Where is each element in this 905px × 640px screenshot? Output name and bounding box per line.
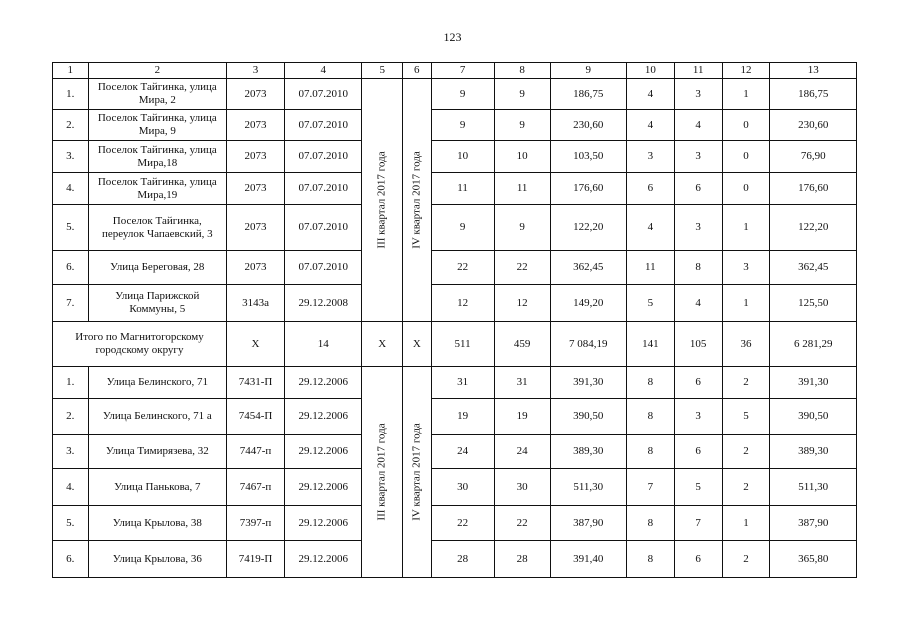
document-number-cell: 2073 — [227, 251, 285, 285]
document-number-cell: 7431-П — [227, 367, 285, 399]
value-cell: 5 — [626, 285, 674, 322]
address-cell: Поселок Тайгинка, улица Мира, 9 — [88, 110, 226, 141]
address-cell: Поселок Тайгинка, улица Мира,19 — [88, 173, 226, 205]
value-cell: 3 — [674, 141, 722, 173]
value-cell: 176,60 — [770, 173, 857, 205]
total-label: Итого по Магнитогорскому городскому округу — [53, 322, 227, 367]
row-number: 6. — [53, 541, 89, 578]
value-cell: 125,50 — [770, 285, 857, 322]
column-number: 5 — [362, 63, 403, 79]
table-row — [53, 79, 857, 110]
document-date-cell: 29.12.2006 — [285, 541, 362, 578]
value-cell: 10 — [431, 141, 494, 173]
value-cell: 12 — [431, 285, 494, 322]
address-cell: Улица Белинского, 71 а — [88, 399, 226, 435]
value-cell: 391,30 — [550, 367, 626, 399]
value-cell: 391,30 — [770, 367, 857, 399]
value-cell: 9 — [494, 79, 550, 110]
value-cell: 389,30 — [550, 435, 626, 469]
row-number: 7. — [53, 285, 89, 322]
total-cell: Х — [403, 322, 431, 367]
value-cell: 22 — [494, 251, 550, 285]
column-number: 10 — [626, 63, 674, 79]
row-number: 4. — [53, 173, 89, 205]
value-cell: 3 — [626, 141, 674, 173]
document-date-cell: 07.07.2010 — [285, 110, 362, 141]
value-cell: 6 — [674, 541, 722, 578]
document-number-cell: 3143а — [227, 285, 285, 322]
address-cell: Улица Тимирязева, 32 — [88, 435, 226, 469]
document-number-cell: 7419-П — [227, 541, 285, 578]
value-cell: 230,60 — [550, 110, 626, 141]
document-date-cell: 07.07.2010 — [285, 251, 362, 285]
value-cell: 8 — [626, 435, 674, 469]
address-cell: Улица Белинского, 71 — [88, 367, 226, 399]
address-cell: Улица Береговая, 28 — [88, 251, 226, 285]
document-number-cell: 7454-П — [227, 399, 285, 435]
row-number: 6. — [53, 251, 89, 285]
value-cell: 4 — [626, 205, 674, 251]
document-date-cell: 07.07.2010 — [285, 141, 362, 173]
column-number: 11 — [674, 63, 722, 79]
address-cell: Улица Парижской Коммуны, 5 — [88, 285, 226, 322]
table-row — [53, 205, 857, 251]
value-cell: 0 — [722, 173, 770, 205]
column-number: 4 — [285, 63, 362, 79]
quarter-start-text: III квартал 2017 года — [375, 423, 388, 521]
value-cell: 3 — [674, 399, 722, 435]
value-cell: 28 — [494, 541, 550, 578]
column-number-row — [53, 63, 857, 79]
row-number: 3. — [53, 141, 89, 173]
document-date-cell: 07.07.2010 — [285, 173, 362, 205]
value-cell: 3 — [674, 79, 722, 110]
total-cell: 141 — [626, 322, 674, 367]
document-date-cell: 29.12.2006 — [285, 469, 362, 506]
table-row — [53, 541, 857, 578]
total-cell: 36 — [722, 322, 770, 367]
column-number: 12 — [722, 63, 770, 79]
value-cell: 122,20 — [550, 205, 626, 251]
value-cell: 9 — [431, 79, 494, 110]
value-cell: 30 — [431, 469, 494, 506]
document-date-cell: 29.12.2006 — [285, 435, 362, 469]
row-number: 5. — [53, 205, 89, 251]
total-cell: 105 — [674, 322, 722, 367]
value-cell: 11 — [626, 251, 674, 285]
value-cell: 1 — [722, 79, 770, 110]
value-cell: 11 — [494, 173, 550, 205]
page-number: 123 — [443, 30, 462, 44]
value-cell: 186,75 — [550, 79, 626, 110]
value-cell: 387,90 — [770, 506, 857, 541]
address-cell: Улица Крылова, 36 — [88, 541, 226, 578]
value-cell: 2 — [722, 435, 770, 469]
value-cell: 22 — [431, 506, 494, 541]
document-date-cell: 07.07.2010 — [285, 205, 362, 251]
value-cell: 11 — [431, 173, 494, 205]
column-number: 3 — [227, 63, 285, 79]
document-number-cell: 2073 — [227, 141, 285, 173]
value-cell: 362,45 — [550, 251, 626, 285]
document-number-cell: 7467-п — [227, 469, 285, 506]
total-row — [53, 322, 857, 367]
value-cell: 22 — [431, 251, 494, 285]
value-cell: 30 — [494, 469, 550, 506]
value-cell: 8 — [626, 506, 674, 541]
value-cell: 0 — [722, 141, 770, 173]
value-cell: 6 — [674, 367, 722, 399]
total-cell: 511 — [431, 322, 494, 367]
table-row — [53, 173, 857, 205]
total-cell: 6 281,29 — [770, 322, 857, 367]
value-cell: 31 — [431, 367, 494, 399]
value-cell: 19 — [431, 399, 494, 435]
value-cell: 12 — [494, 285, 550, 322]
value-cell: 31 — [494, 367, 550, 399]
value-cell: 4 — [626, 110, 674, 141]
housing-register-table — [52, 62, 857, 578]
table-row — [53, 251, 857, 285]
value-cell: 7 — [626, 469, 674, 506]
value-cell: 24 — [431, 435, 494, 469]
value-cell: 9 — [494, 110, 550, 141]
row-number: 3. — [53, 435, 89, 469]
quarter-end-text: IV квартал 2017 года — [410, 423, 423, 521]
row-number: 5. — [53, 506, 89, 541]
value-cell: 149,20 — [550, 285, 626, 322]
value-cell: 391,40 — [550, 541, 626, 578]
value-cell: 28 — [431, 541, 494, 578]
value-cell: 4 — [626, 79, 674, 110]
document-number-cell: 2073 — [227, 110, 285, 141]
value-cell: 4 — [674, 110, 722, 141]
value-cell: 511,30 — [550, 469, 626, 506]
value-cell: 103,50 — [550, 141, 626, 173]
document-number-cell: 2073 — [227, 205, 285, 251]
table-row — [53, 285, 857, 322]
document-number-cell: 2073 — [227, 79, 285, 110]
quarter-start-cell — [362, 367, 403, 578]
column-number: 8 — [494, 63, 550, 79]
column-number: 9 — [550, 63, 626, 79]
value-cell: 10 — [494, 141, 550, 173]
table-row — [53, 399, 857, 435]
value-cell: 365,80 — [770, 541, 857, 578]
value-cell: 362,45 — [770, 251, 857, 285]
table-row — [53, 435, 857, 469]
value-cell: 1 — [722, 506, 770, 541]
value-cell: 4 — [674, 285, 722, 322]
value-cell: 24 — [494, 435, 550, 469]
column-number: 6 — [403, 63, 431, 79]
value-cell: 390,50 — [770, 399, 857, 435]
value-cell: 6 — [626, 173, 674, 205]
row-number: 1. — [53, 367, 89, 399]
value-cell: 230,60 — [770, 110, 857, 141]
quarter-start-text: III квартал 2017 года — [375, 151, 388, 249]
total-cell: Х — [362, 322, 403, 367]
value-cell: 7 — [674, 506, 722, 541]
table-row — [53, 367, 857, 399]
value-cell: 8 — [626, 541, 674, 578]
value-cell: 3 — [722, 251, 770, 285]
value-cell: 122,20 — [770, 205, 857, 251]
value-cell: 3 — [674, 205, 722, 251]
column-number: 1 — [53, 63, 89, 79]
document-date-cell: 29.12.2006 — [285, 399, 362, 435]
quarter-end-cell — [403, 367, 431, 578]
value-cell: 0 — [722, 110, 770, 141]
value-cell: 9 — [431, 205, 494, 251]
row-number: 2. — [53, 110, 89, 141]
column-number: 7 — [431, 63, 494, 79]
value-cell: 390,50 — [550, 399, 626, 435]
address-cell: Улица Панькова, 7 — [88, 469, 226, 506]
address-cell: Поселок Тайгинка, улица Мира, 2 — [88, 79, 226, 110]
value-cell: 9 — [431, 110, 494, 141]
table-row — [53, 110, 857, 141]
total-cell: 14 — [285, 322, 362, 367]
row-number: 4. — [53, 469, 89, 506]
value-cell: 19 — [494, 399, 550, 435]
value-cell: 76,90 — [770, 141, 857, 173]
row-number: 2. — [53, 399, 89, 435]
value-cell: 8 — [674, 251, 722, 285]
value-cell: 6 — [674, 173, 722, 205]
value-cell: 22 — [494, 506, 550, 541]
column-number: 13 — [770, 63, 857, 79]
value-cell: 511,30 — [770, 469, 857, 506]
value-cell: 387,90 — [550, 506, 626, 541]
address-cell: Поселок Тайгинка, улица Мира,18 — [88, 141, 226, 173]
column-number: 2 — [88, 63, 226, 79]
value-cell: 1 — [722, 205, 770, 251]
value-cell: 8 — [626, 367, 674, 399]
table-row — [53, 141, 857, 173]
document-date-cell: 29.12.2006 — [285, 506, 362, 541]
document-date-cell: 29.12.2008 — [285, 285, 362, 322]
value-cell: 5 — [674, 469, 722, 506]
value-cell: 176,60 — [550, 173, 626, 205]
value-cell: 389,30 — [770, 435, 857, 469]
value-cell: 9 — [494, 205, 550, 251]
total-cell: 7 084,19 — [550, 322, 626, 367]
value-cell: 186,75 — [770, 79, 857, 110]
quarter-end-text: IV квартал 2017 года — [410, 151, 423, 249]
value-cell: 5 — [722, 399, 770, 435]
document-number-cell: 2073 — [227, 173, 285, 205]
address-cell: Улица Крылова, 38 — [88, 506, 226, 541]
total-cell: Х — [227, 322, 285, 367]
value-cell: 2 — [722, 367, 770, 399]
quarter-end-cell — [403, 79, 431, 322]
document-number-cell: 7397-п — [227, 506, 285, 541]
document-number-cell: 7447-п — [227, 435, 285, 469]
document-date-cell: 29.12.2006 — [285, 367, 362, 399]
table-row — [53, 469, 857, 506]
row-number: 1. — [53, 79, 89, 110]
document-date-cell: 07.07.2010 — [285, 79, 362, 110]
value-cell: 2 — [722, 541, 770, 578]
value-cell: 2 — [722, 469, 770, 506]
table-row — [53, 506, 857, 541]
quarter-start-cell — [362, 79, 403, 322]
value-cell: 6 — [674, 435, 722, 469]
total-cell: 459 — [494, 322, 550, 367]
value-cell: 1 — [722, 285, 770, 322]
address-cell: Поселок Тайгинка, переулок Чапаевский, 3 — [88, 205, 226, 251]
value-cell: 8 — [626, 399, 674, 435]
